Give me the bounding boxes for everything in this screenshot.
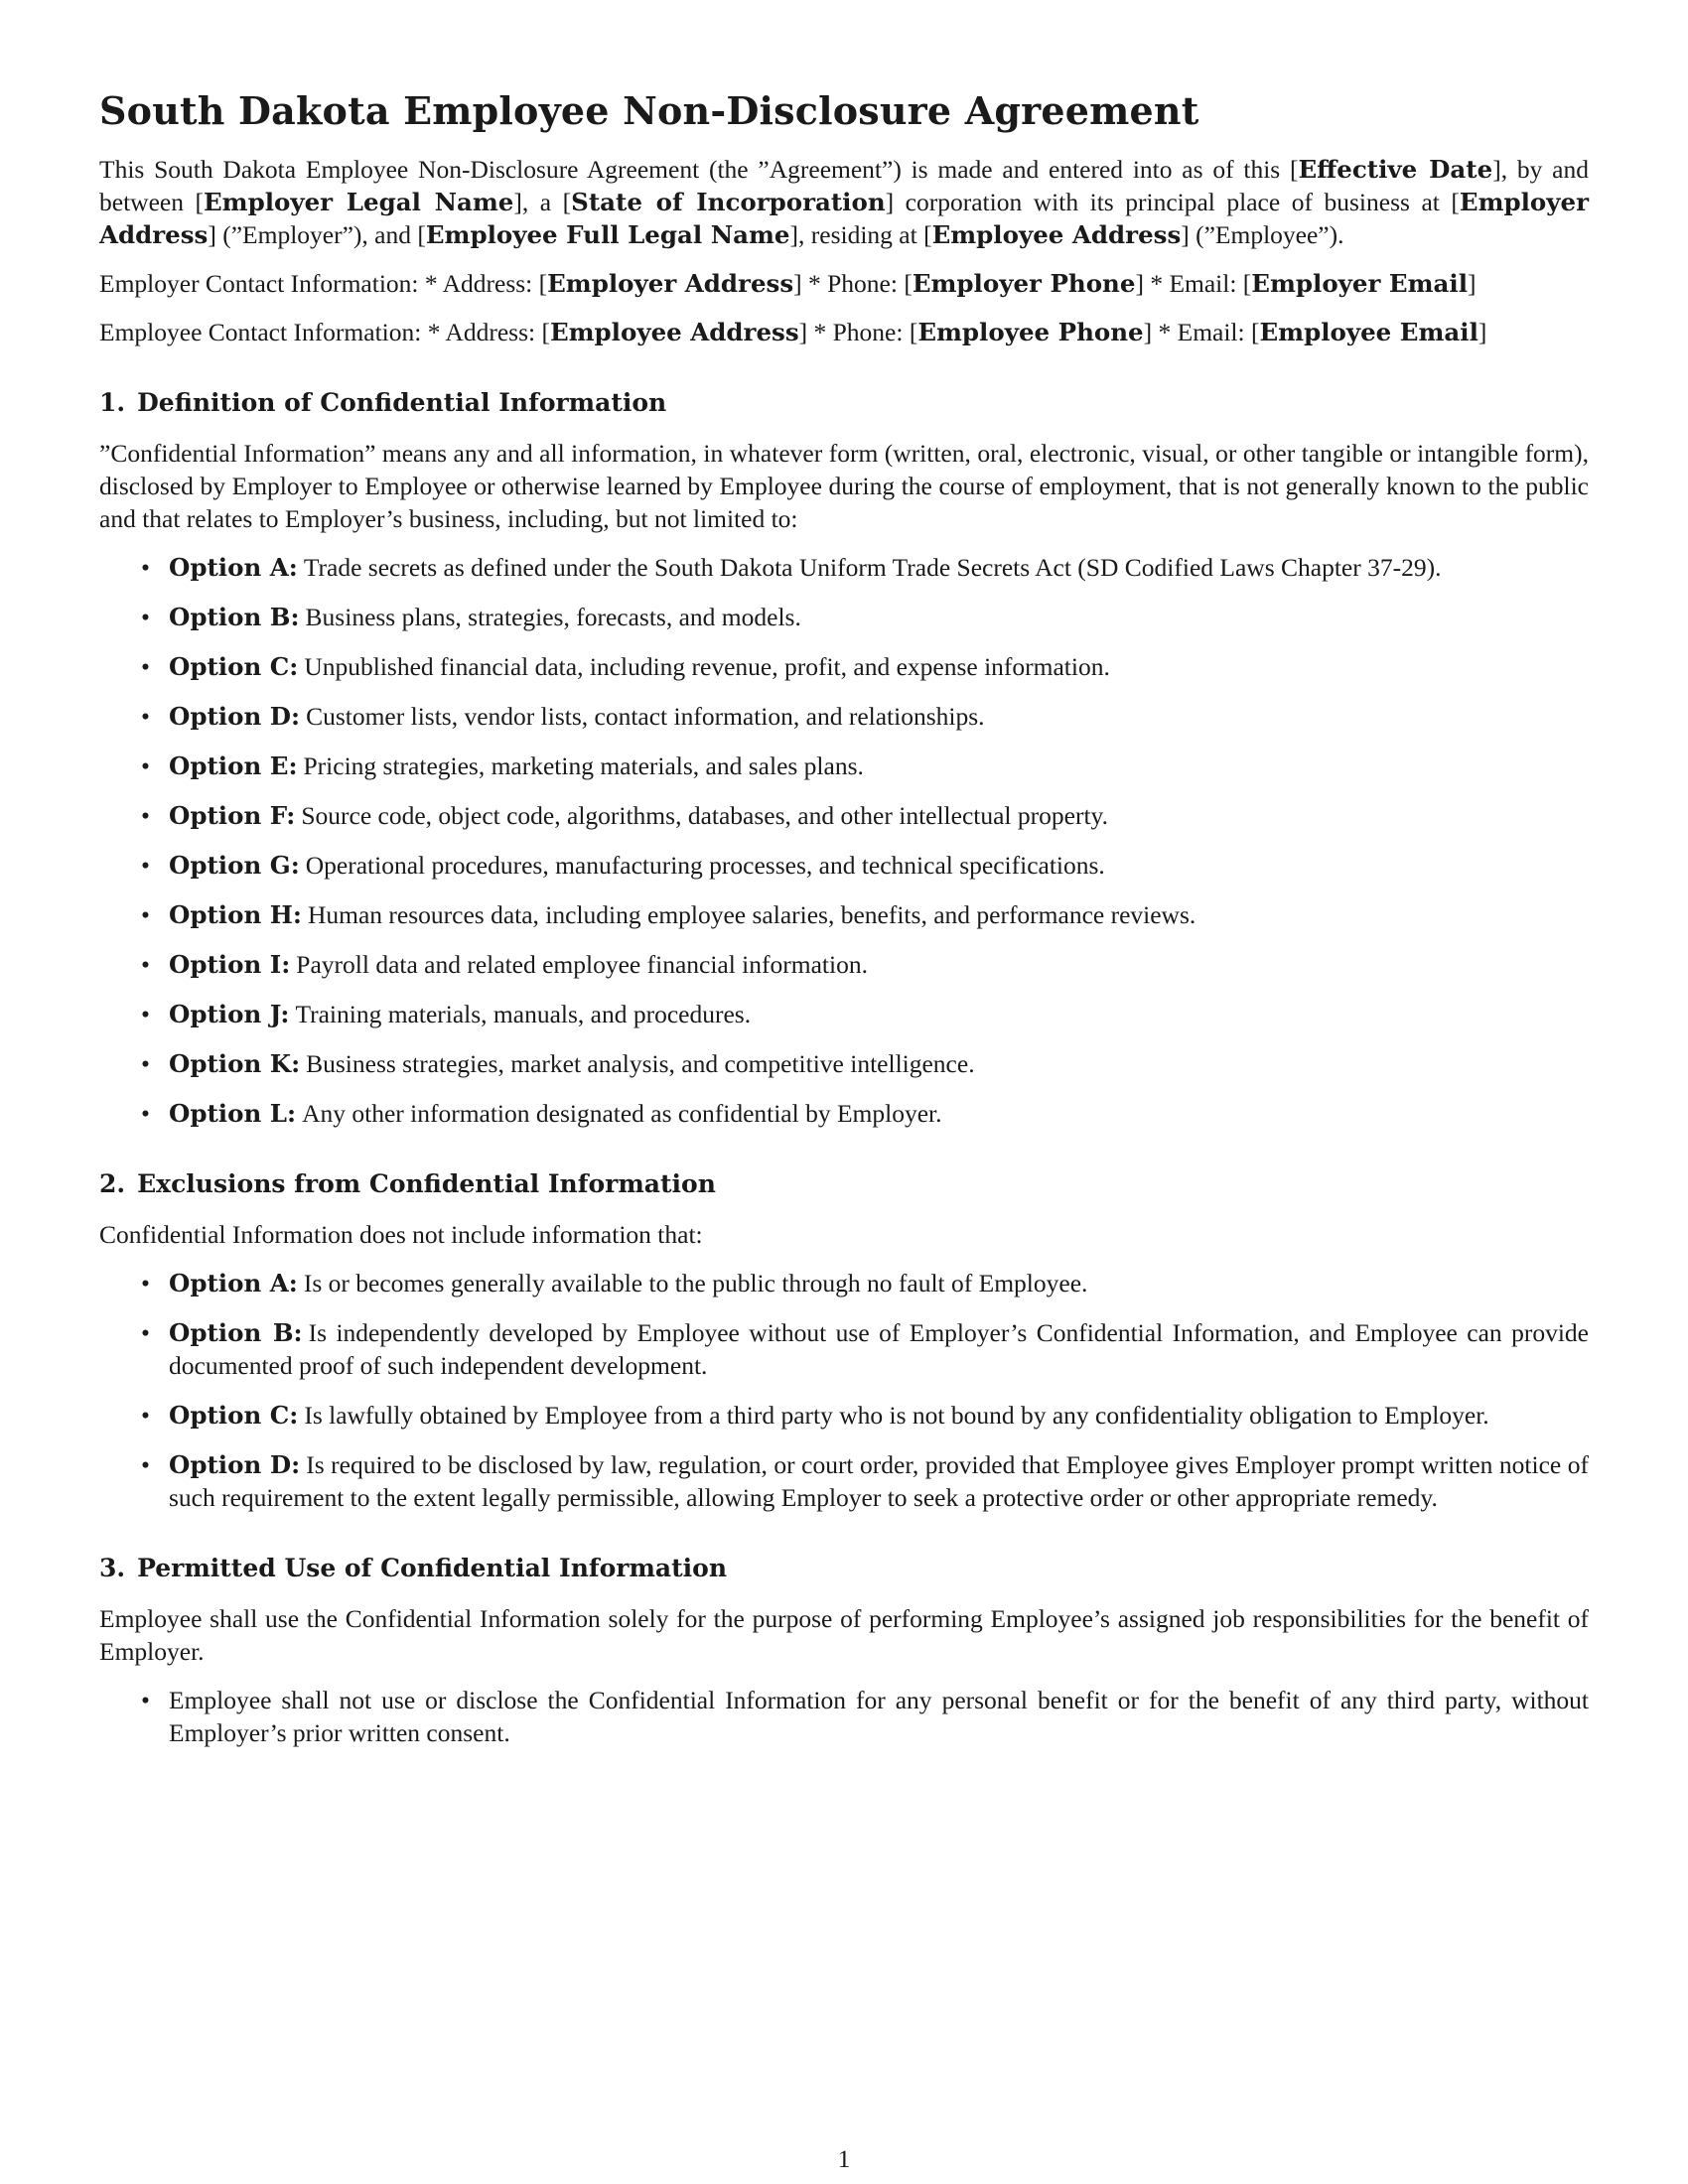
intro-paragraph: This South Dakota Employee Non-Disclosure Agreement (the ”Agreement”) is made and entered into as of this [Effective Date], by and between [Employer Legal Name], a [State of Incorporation] corporation with its principal place of business at [Employer Address] (”Employer”), and [Employee Full Legal Name], residing at [Employee Address] (”Employee”). [99,155,1589,249]
list-item: • Option B: Business plans, strategies, forecasts, and models. [99,601,1589,633]
section-body: ”Confidential Information” means any and all information, in whatever form (written, oral, electronic, visual, or other tangible or intangible form), disclosed by Employer to Employee or otherwise learned by Employee during the course of employment, that is not generally known to the public and that relates to Employer’s business, including, but not limited to: [99,439,1589,533]
employee-contact-phone: Employee Phone [917,318,1144,346]
employer-contact-email: Employer Email [1251,269,1469,298]
page-number: 1 [837,2144,851,2173]
list-item: • Option J: Training materials, manuals, and procedures. [99,998,1589,1030]
employee-contact-paragraph: Employee Contact Information: * Address: [Employee Address] * Phone: [Employee Phone] * Email: [Employee Email] [99,318,1487,346]
list-item: • Option A: Is or becomes generally available to the public through no fault of Employee. [99,1267,1589,1299]
section-heading: 2. Exclusions from Confidential Information [99,1169,716,1198]
section-body: Employee shall use the Confidential Information solely for the purpose of performing Employee’s assigned job responsibilities for the benefit of Employer. [99,1604,1589,1666]
confidential-info-list [99,551,1589,1130]
exclusions-list [99,1267,1589,1514]
section-heading: 1. Definition of Confidential Information [99,388,667,417]
list-item: • Option A: Trade secrets as defined under the South Dakota Uniform Trade Secrets Act (SD Codified Laws Chapter 37-29). [99,551,1589,584]
section-heading: 3. Permitted Use of Confidential Information [99,1554,728,1582]
employer-contact-phone: Employer Phone [912,269,1136,298]
effective-date-placeholder: Effective Date [1298,155,1493,184]
list-item: • Option L: Any other information designated as confidential by Employer. [99,1097,1589,1130]
list-item: • Employee shall not use or disclose the Confidential Information for any personal benefit or for the benefit of any third party, without Employer’s prior written consent. [99,1684,1589,1749]
section-body: Confidential Information does not include information that: [99,1220,703,1249]
employer-legal-name-placeholder: Employer Legal Name [203,188,514,216]
employer-contact-address: Employer Address [547,269,794,298]
list-item: • Option H: Human resources data, including employee salaries, benefits, and performance reviews. [99,898,1589,931]
list-item: • Option C: Is lawfully obtained by Employee from a third party who is not bound by any confidentiality obligation to Employer. [99,1399,1589,1432]
employer-address-placeholder: Employer Address [99,188,1589,249]
list-item: • Option G: Operational procedures, manufacturing processes, and technical specifications. [99,849,1589,882]
employee-contact-email: Employee Email [1259,318,1478,346]
permitted-use-list [99,1684,1589,1749]
document-page [99,87,1589,1766]
list-item: • Option D: Is required to be disclosed by law, regulation, or court order, provided that Employee gives Employer prompt written notice of such requirement to the extent legally permissible, allowing Employer to seek a protective order or other appropriate remedy. [99,1448,1589,1514]
employee-full-legal-name-placeholder: Employee Full Legal Name [425,220,790,249]
state-of-incorporation-placeholder: State of Incorporation [571,188,886,216]
employer-contact-paragraph: Employer Contact Information: * Address: [Employer Address] * Phone: [Employer Phone] * Email: [Employer Email] [99,269,1477,298]
list-item: • Option F: Source code, object code, algorithms, databases, and other intellectual property. [99,799,1589,832]
list-item: • Option I: Payroll data and related employee financial information. [99,948,1589,981]
document-title: South Dakota Employee Non-Disclosure Agreement [99,88,1199,133]
employee-address-placeholder: Employee Address [931,220,1182,249]
list-item: • Option B: Is independently developed by Employee without use of Employer’s Confidential Information, and Employee can provide documented proof of such independent development. [99,1316,1589,1382]
list-item: • Option D: Customer lists, vendor lists, contact information, and relationships. [99,700,1589,733]
employee-contact-address: Employee Address [549,318,799,346]
list-item: • Option C: Unpublished financial data, including revenue, profit, and expense information. [99,650,1589,683]
list-item: • Option K: Business strategies, market analysis, and competitive intelligence. [99,1047,1589,1080]
list-item: • Option E: Pricing strategies, marketing materials, and sales plans. [99,750,1589,782]
